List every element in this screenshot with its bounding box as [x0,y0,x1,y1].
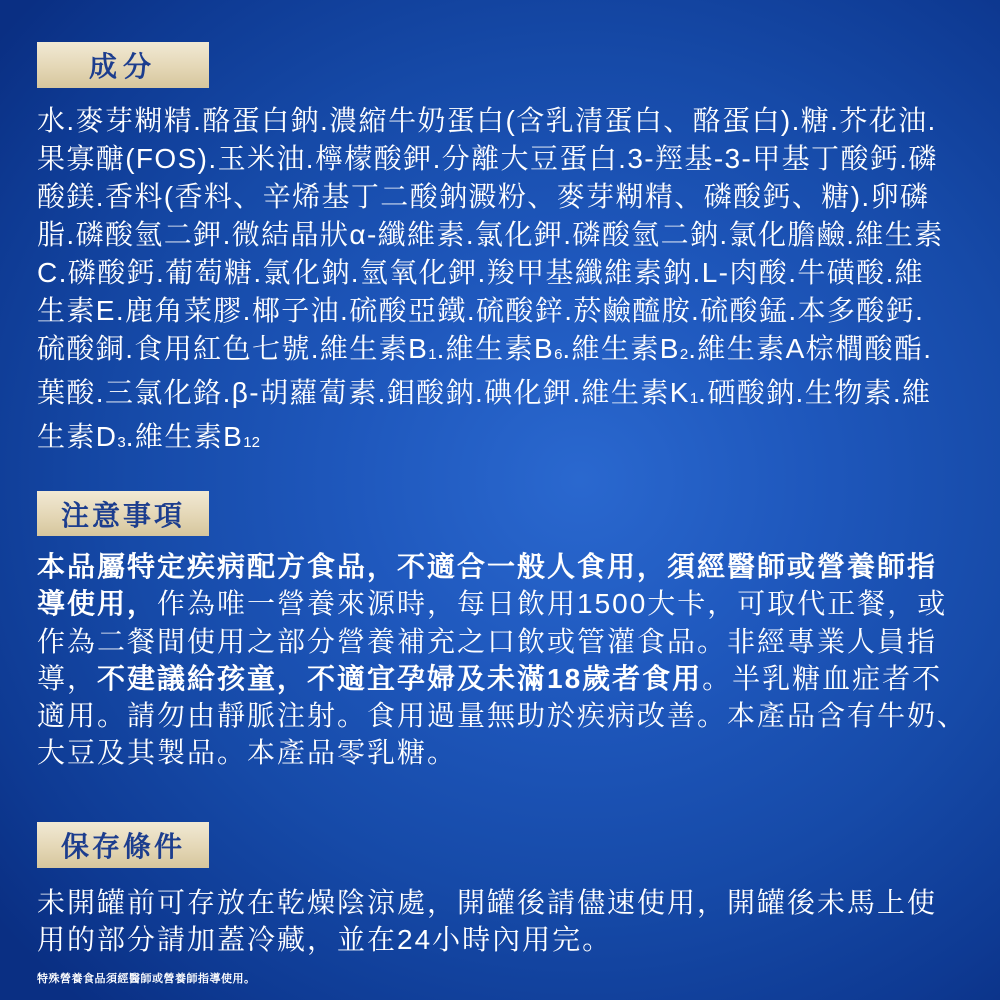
text-segment: .維生素B [436,333,555,364]
text-segment: 葉酸.三氯化鉻.β-胡蘿蔔素.鉬酸鈉.碘化鉀.維生素K [37,377,690,408]
ingredients-line [37,102,992,140]
notes-line [37,548,992,585]
text-segment: 作為唯一營養來源時，每日飲用1500大卡，可取代正餐，或 [157,588,948,620]
text-segment: 適用。請勿由靜脈注射。食用過量無助於疾病改善。本產品含有牛奶、 [37,700,968,732]
storage-line [37,884,992,921]
notes-heading-box [37,491,209,536]
text-segment: 未開罐前可存放在乾燥陰涼處，開罐後請儘速使用，開罐後未馬上使 [37,887,938,918]
storage-heading: 保存條件 [60,831,185,862]
text-segment: 酸鎂.香料(香料、辛烯基丁二酸鈉澱粉、麥芽糊精、磷酸鈣、糖).卵磷 [37,181,930,212]
notes-heading: 注意事項 [60,499,185,531]
text-segment: .硒酸鈉.生物素.維 [698,377,932,408]
text-segment: 硫酸銅.食用紅色七號.維生素B [37,333,429,364]
storage-line [37,921,992,958]
bold-text-segment: 本品屬特定疾病配方食品，不適合一般人食用，須經醫師或營養師指 [37,551,938,582]
subscript-segment: 6 [554,346,563,363]
notes-text [37,548,992,772]
storage-text [37,884,992,958]
ingredients-line [37,216,992,254]
text-segment: 生素E.鹿角菜膠.椰子油.硫酸亞鐵.硫酸鋅.菸鹼醯胺.硫酸錳.本多酸鈣. [37,295,925,326]
text-segment: .維生素B [125,421,244,452]
bold-text-segment: 不建議給孩童，不適宜孕婦及未滿18歲者食用 [97,662,703,694]
ingredients-line [37,254,992,292]
ingredients-heading: 成分 [88,51,157,82]
ingredients-line [37,178,992,216]
ingredients-line [37,418,992,462]
text-segment: 大豆及其製品。本產品零乳糖。 [37,737,458,769]
text-segment: .維生素B [562,333,680,364]
subscript-segment: 3 [117,434,126,451]
notes-line [37,734,992,771]
text-segment: 作為二餐間使用之部分營養補充之口飲或管灌食品。非經專業人員指 [37,625,938,657]
ingredients-line [37,374,992,418]
text-segment: .維生素A棕櫚酸酯. [688,333,933,364]
ingredients-line [37,140,992,178]
ingredients-line [37,330,992,374]
subscript-segment: 2 [679,346,689,363]
notes-line [37,585,992,622]
subscript-segment: 1 [689,390,699,407]
text-segment: 果寡醣(FOS).玉米油.檸檬酸鉀.分離大豆蛋白.3-羥基-3-甲基丁酸鈣.磷 [37,143,938,174]
text-segment: 。半乳糖血症者不 [702,662,943,694]
text-segment: 用的部分請加蓋冷藏，並在24小時內用完。 [37,924,613,955]
text-segment: 導， [37,662,98,694]
footer-disclaimer: 特殊營養食品須經醫師或營養師指導使用。 [37,973,256,985]
text-segment: 脂.磷酸氫二鉀.微結晶狀α-纖維素.氯化鉀.磷酸氫二鈉.氯化膽鹼.維生素 [37,219,944,250]
bold-text-segment: 導使用， [37,588,158,620]
subscript-segment: 1 [428,346,437,363]
text-segment: C.磷酸鈣.葡萄糖.氯化鈉.氫氧化鉀.羧甲基纖維素鈉.L-肉酸.牛磺酸.維 [37,257,925,288]
notes-line [37,623,992,660]
notes-line [37,660,992,697]
ingredients-line [37,292,992,330]
subscript-segment: 12 [243,434,260,451]
notes-line [37,697,992,734]
text-segment: 生素D [37,421,118,452]
ingredients-text [37,102,992,462]
text-segment: 水.麥芽糊精.酪蛋白鈉.濃縮牛奶蛋白(含乳清蛋白、酪蛋白).糖.芥花油. [37,105,937,136]
storage-heading-box [37,822,209,868]
ingredients-heading-box [37,42,209,88]
